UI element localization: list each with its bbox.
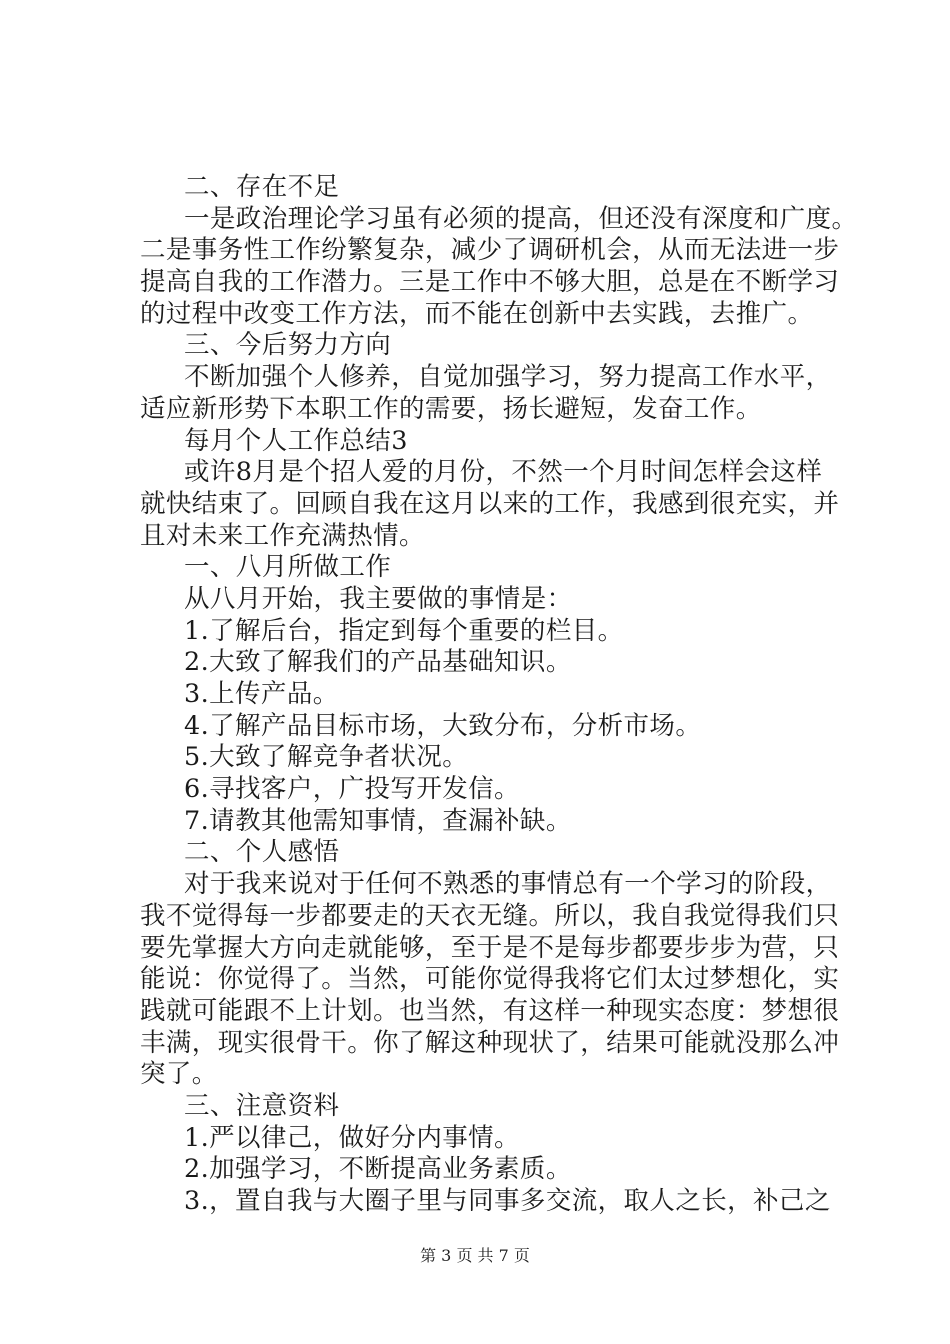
text-line: 提高自我的工作潜力。三是工作中不够大胆，总是在不断学习 <box>140 267 840 298</box>
page-number-footer: 第 3 页 共 7 页 <box>420 1246 530 1265</box>
text-line: 丰满，现实很骨干。你了解这种现状了，结果可能就没那么冲 <box>140 1027 840 1058</box>
text-line: 一、八月所做工作 <box>184 552 392 583</box>
text-line: 或许8月是个招人爱的月份，不然一个月时间怎样会这样 <box>184 457 823 488</box>
list-item: 2.加强学习，不断提高业务素质。 <box>184 1154 572 1185</box>
list-item: 1.了解后台，指定到每个重要的栏目。 <box>184 615 624 646</box>
list-item: 3.上传产品。 <box>184 679 339 709</box>
list-item: 7.请教其他需知事情，查漏补缺。 <box>184 805 572 836</box>
text-line: 三、注意资料 <box>184 1090 340 1121</box>
text-line: 的过程中改变工作方法，而不能在创新中去实践，去推广。 <box>140 298 814 329</box>
text-line: 适应新形势下本职工作的需要，扬长避短，发奋工作。 <box>140 393 762 424</box>
text-line: 一是政治理论学习虽有必须的提高，但还没有深度和广度。 <box>184 203 858 234</box>
list-item: 2.大致了解我们的产品基础知识。 <box>184 647 572 678</box>
text-line: 不断加强个人修养，自觉加强学习，努力提高工作水平， <box>184 362 832 393</box>
section-title: 每月个人工作总结3 <box>184 425 408 456</box>
text-line: 就快结束了。回顾自我在这月以来的工作，我感到很充实，并 <box>140 488 840 519</box>
list-item: 6.寻找客户，广投写开发信。 <box>184 774 520 805</box>
text-line: 对于我来说对于任何不熟悉的事情总有一个学习的阶段， <box>184 869 832 900</box>
text-line: 从八月开始，我主要做的事情是： <box>184 583 573 614</box>
document-body <box>140 172 858 1218</box>
list-item: 4.了解产品目标市场，大致分布，分析市场。 <box>184 710 702 741</box>
text-line: 二、个人感悟 <box>184 837 340 868</box>
text-line: 要先掌握大方向走就能够，至于是不是每步都要步步为营，只 <box>140 932 840 963</box>
text-line: 二、存在不足 <box>184 172 340 202</box>
list-item: 3.，置自我与大圈子里与同事多交流，取人之长，补己之 <box>184 1186 831 1216</box>
text-line: 二是事务性工作纷繁复杂，减少了调研机会，从而无法进一步 <box>140 235 840 266</box>
text-line: 我不觉得每一步都要走的天衣无缝。所以，我自我觉得我们只 <box>140 900 840 931</box>
text-line: 突了。 <box>140 1059 218 1090</box>
text-line: 三、今后努力方向 <box>184 330 392 361</box>
text-line: 践就可能跟不上计划。也当然，有这样一种现实态度：梦想很 <box>140 995 840 1026</box>
text-line: 能说：你觉得了。当然，可能你觉得我将它们太过梦想化，实 <box>140 964 840 995</box>
list-item: 1.严以律己，做好分内事情。 <box>184 1122 520 1153</box>
list-item: 5.大致了解竞争者状况。 <box>184 742 469 773</box>
text-line: 且对未来工作充满热情。 <box>140 520 425 551</box>
